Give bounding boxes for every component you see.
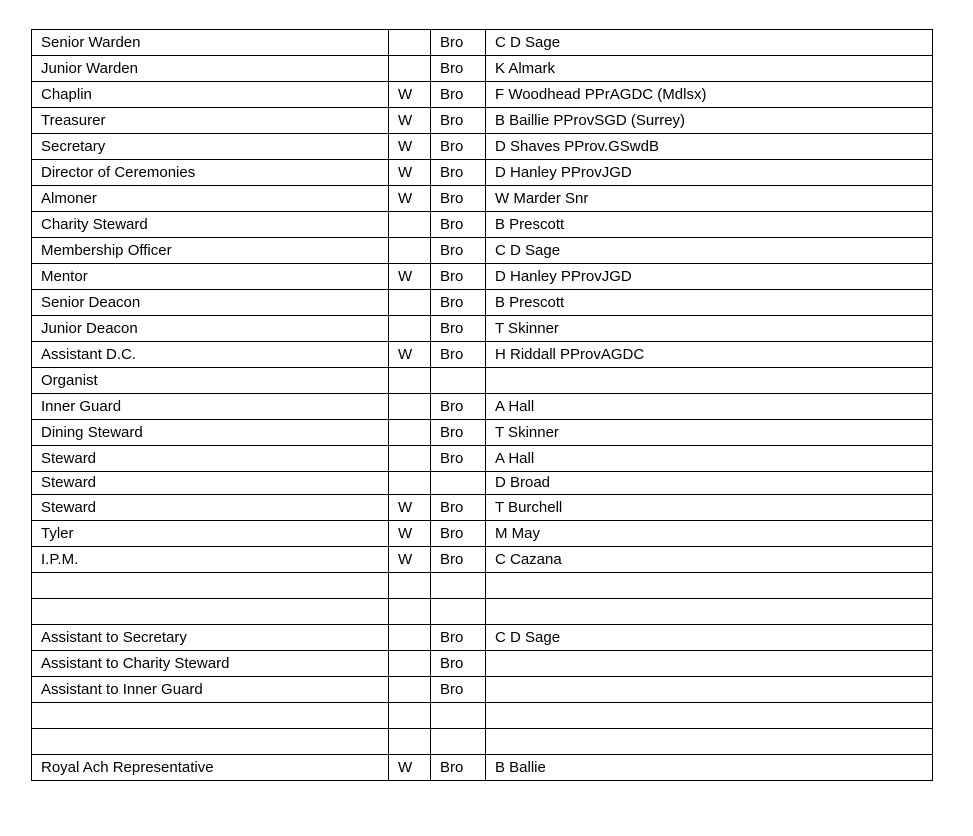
officer-row (32, 186, 933, 212)
name-cell: D Hanley PProvJGD (486, 160, 933, 186)
title-cell (431, 368, 486, 394)
name-cell: C D Sage (486, 625, 933, 651)
title-cell: Bro (431, 264, 486, 290)
office-cell (32, 599, 389, 625)
name-cell (486, 729, 933, 755)
office-cell: Treasurer (32, 108, 389, 134)
officer-row (32, 238, 933, 264)
office-cell (32, 703, 389, 729)
title-cell: Bro (431, 316, 486, 342)
officer-row (32, 547, 933, 573)
officer-row (32, 729, 933, 755)
title-cell: Bro (431, 82, 486, 108)
title-cell: Bro (431, 108, 486, 134)
worshipful-cell (389, 394, 431, 420)
title-cell (431, 573, 486, 599)
name-cell: A Hall (486, 446, 933, 472)
name-cell: H Riddall PProvAGDC (486, 342, 933, 368)
officer-row (32, 677, 933, 703)
worshipful-cell (389, 316, 431, 342)
worshipful-cell (389, 212, 431, 238)
officer-row (32, 134, 933, 160)
title-cell: Bro (431, 394, 486, 420)
worshipful-cell: W (389, 108, 431, 134)
worshipful-cell (389, 703, 431, 729)
officer-row (32, 160, 933, 186)
worshipful-cell (389, 729, 431, 755)
officer-row (32, 625, 933, 651)
office-cell: Inner Guard (32, 394, 389, 420)
name-cell (486, 651, 933, 677)
worshipful-cell (389, 446, 431, 472)
name-cell: D Hanley PProvJGD (486, 264, 933, 290)
officer-row (32, 420, 933, 446)
name-cell: T Burchell (486, 495, 933, 521)
title-cell: Bro (431, 521, 486, 547)
officer-row (32, 651, 933, 677)
officer-row (32, 316, 933, 342)
title-cell: Bro (431, 495, 486, 521)
officer-row (32, 599, 933, 625)
office-cell: Tyler (32, 521, 389, 547)
worshipful-cell (389, 472, 431, 495)
officer-row (32, 446, 933, 472)
worshipful-cell (389, 651, 431, 677)
name-cell: C Cazana (486, 547, 933, 573)
name-cell: B Ballie (486, 755, 933, 781)
office-cell: Steward (32, 495, 389, 521)
title-cell: Bro (431, 625, 486, 651)
worshipful-cell: W (389, 82, 431, 108)
title-cell: Bro (431, 677, 486, 703)
name-cell: C D Sage (486, 30, 933, 56)
worshipful-cell (389, 238, 431, 264)
office-cell: I.P.M. (32, 547, 389, 573)
worshipful-cell (389, 599, 431, 625)
office-cell: Royal Ach Representative (32, 755, 389, 781)
title-cell: Bro (431, 420, 486, 446)
name-cell: B Prescott (486, 290, 933, 316)
worshipful-cell (389, 677, 431, 703)
worshipful-cell: W (389, 755, 431, 781)
name-cell: T Skinner (486, 420, 933, 446)
office-cell (32, 729, 389, 755)
name-cell: W Marder Snr (486, 186, 933, 212)
name-cell (486, 677, 933, 703)
officer-row (32, 472, 933, 495)
office-cell: Mentor (32, 264, 389, 290)
office-cell: Steward (32, 472, 389, 495)
officer-row (32, 342, 933, 368)
worshipful-cell (389, 56, 431, 82)
title-cell: Bro (431, 446, 486, 472)
officer-row (32, 56, 933, 82)
name-cell: D Broad (486, 472, 933, 495)
title-cell: Bro (431, 186, 486, 212)
office-cell: Junior Deacon (32, 316, 389, 342)
title-cell (431, 599, 486, 625)
name-cell: B Baillie PProvSGD (Surrey) (486, 108, 933, 134)
office-cell: Assistant D.C. (32, 342, 389, 368)
worshipful-cell: W (389, 264, 431, 290)
office-cell: Steward (32, 446, 389, 472)
officer-row (32, 495, 933, 521)
title-cell: Bro (431, 651, 486, 677)
officer-row (32, 755, 933, 781)
name-cell (486, 573, 933, 599)
name-cell: A Hall (486, 394, 933, 420)
worshipful-cell (389, 420, 431, 446)
title-cell: Bro (431, 342, 486, 368)
title-cell: Bro (431, 212, 486, 238)
title-cell (431, 729, 486, 755)
officers-table-body (32, 30, 933, 781)
office-cell: Charity Steward (32, 212, 389, 238)
name-cell (486, 599, 933, 625)
office-cell: Assistant to Inner Guard (32, 677, 389, 703)
worshipful-cell (389, 368, 431, 394)
office-cell: Assistant to Secretary (32, 625, 389, 651)
officer-row (32, 521, 933, 547)
title-cell: Bro (431, 30, 486, 56)
office-cell: Membership Officer (32, 238, 389, 264)
worshipful-cell: W (389, 495, 431, 521)
title-cell: Bro (431, 134, 486, 160)
officer-row (32, 212, 933, 238)
officer-row (32, 368, 933, 394)
worshipful-cell: W (389, 342, 431, 368)
name-cell: B Prescott (486, 212, 933, 238)
officer-row (32, 573, 933, 599)
worshipful-cell: W (389, 160, 431, 186)
title-cell (431, 472, 486, 495)
name-cell: K Almark (486, 56, 933, 82)
name-cell (486, 703, 933, 729)
worshipful-cell (389, 30, 431, 56)
title-cell: Bro (431, 56, 486, 82)
office-cell: Senior Deacon (32, 290, 389, 316)
office-cell: Dining Steward (32, 420, 389, 446)
title-cell: Bro (431, 755, 486, 781)
office-cell: Almoner (32, 186, 389, 212)
worshipful-cell: W (389, 521, 431, 547)
officer-row (32, 394, 933, 420)
officer-row (32, 30, 933, 56)
name-cell: T Skinner (486, 316, 933, 342)
office-cell: Director of Ceremonies (32, 160, 389, 186)
worshipful-cell (389, 625, 431, 651)
officer-row (32, 82, 933, 108)
office-cell: Chaplin (32, 82, 389, 108)
worshipful-cell: W (389, 186, 431, 212)
office-cell: Junior Warden (32, 56, 389, 82)
title-cell: Bro (431, 238, 486, 264)
office-cell (32, 573, 389, 599)
name-cell: F Woodhead PPrAGDC (Mdlsx) (486, 82, 933, 108)
officer-row (32, 703, 933, 729)
office-cell: Senior Warden (32, 30, 389, 56)
name-cell: D Shaves PProv.GSwdB (486, 134, 933, 160)
officer-row (32, 108, 933, 134)
title-cell: Bro (431, 547, 486, 573)
officer-row (32, 290, 933, 316)
title-cell (431, 703, 486, 729)
worshipful-cell: W (389, 134, 431, 160)
office-cell: Secretary (32, 134, 389, 160)
worshipful-cell (389, 573, 431, 599)
name-cell: M May (486, 521, 933, 547)
worshipful-cell (389, 290, 431, 316)
office-cell: Organist (32, 368, 389, 394)
officers-table (31, 29, 933, 781)
name-cell: C D Sage (486, 238, 933, 264)
name-cell (486, 368, 933, 394)
title-cell: Bro (431, 290, 486, 316)
worshipful-cell: W (389, 547, 431, 573)
officer-row (32, 264, 933, 290)
title-cell: Bro (431, 160, 486, 186)
office-cell: Assistant to Charity Steward (32, 651, 389, 677)
